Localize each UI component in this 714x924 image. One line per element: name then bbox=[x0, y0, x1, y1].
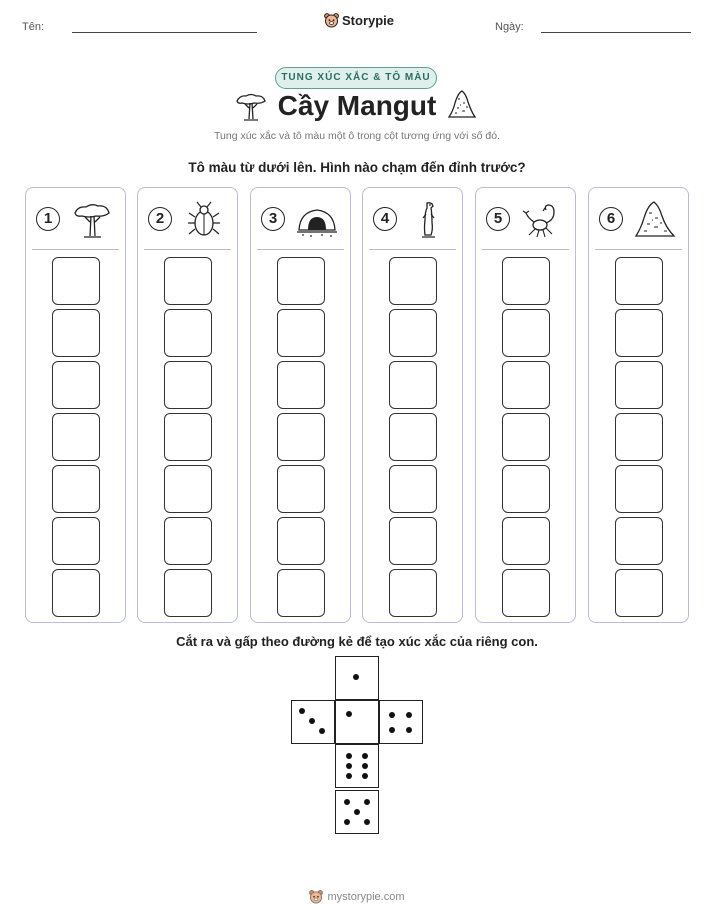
color-cell[interactable] bbox=[615, 309, 663, 357]
pip bbox=[389, 727, 395, 733]
color-cell[interactable] bbox=[615, 361, 663, 409]
color-cell[interactable] bbox=[615, 569, 663, 617]
pip bbox=[346, 773, 352, 779]
pip bbox=[344, 819, 350, 825]
pip bbox=[362, 773, 368, 779]
dice-face-center bbox=[335, 700, 379, 744]
color-cell[interactable] bbox=[502, 413, 550, 461]
color-cell[interactable] bbox=[52, 465, 100, 513]
color-cell[interactable] bbox=[52, 517, 100, 565]
color-cell[interactable] bbox=[502, 465, 550, 513]
storypie-bear-icon bbox=[324, 12, 339, 28]
column-divider bbox=[257, 249, 344, 250]
dice-face-top bbox=[335, 656, 379, 700]
column-number: 2 bbox=[148, 207, 172, 231]
beetle-icon bbox=[182, 200, 226, 240]
color-cell[interactable] bbox=[277, 361, 325, 409]
color-cell[interactable] bbox=[615, 517, 663, 565]
pip bbox=[346, 711, 352, 717]
pip bbox=[344, 799, 350, 805]
column-number: 3 bbox=[261, 207, 285, 231]
color-cell[interactable] bbox=[389, 517, 437, 565]
column-number: 1 bbox=[36, 207, 60, 231]
color-cell[interactable] bbox=[164, 569, 212, 617]
dice-face-left bbox=[291, 700, 335, 744]
name-label: Tên: bbox=[22, 21, 45, 33]
column-4 bbox=[362, 187, 463, 623]
color-cell[interactable] bbox=[277, 465, 325, 513]
pip bbox=[346, 763, 352, 769]
color-cell[interactable] bbox=[389, 569, 437, 617]
meerkat-icon bbox=[407, 200, 451, 240]
color-cell[interactable] bbox=[502, 257, 550, 305]
pip bbox=[406, 712, 412, 718]
pip bbox=[354, 809, 360, 815]
color-cell[interactable] bbox=[52, 257, 100, 305]
pip bbox=[389, 712, 395, 718]
pip bbox=[353, 674, 359, 680]
cut-instruction: Cắt ra và gấp theo đường kẻ để tạo xúc xắc của riêng con. bbox=[176, 634, 538, 649]
color-cell[interactable] bbox=[502, 309, 550, 357]
termite-mound-icon bbox=[633, 200, 677, 240]
dice-face-lower bbox=[335, 744, 379, 788]
tree-icon bbox=[70, 200, 114, 240]
subtitle: Tung xúc xắc và tô màu một ô trong cột tương ứng với số đó. bbox=[214, 130, 500, 142]
color-cell[interactable] bbox=[277, 413, 325, 461]
column-divider bbox=[482, 249, 569, 250]
footer bbox=[0, 889, 714, 904]
pip bbox=[346, 753, 352, 759]
color-cell[interactable] bbox=[52, 569, 100, 617]
color-cell[interactable] bbox=[389, 465, 437, 513]
color-cell[interactable] bbox=[164, 413, 212, 461]
pip bbox=[319, 728, 325, 734]
pip bbox=[309, 718, 315, 724]
color-cell[interactable] bbox=[52, 361, 100, 409]
color-cell[interactable] bbox=[164, 465, 212, 513]
color-cell[interactable] bbox=[502, 517, 550, 565]
color-cell[interactable] bbox=[277, 309, 325, 357]
column-number: 5 bbox=[486, 207, 510, 231]
termite-mound-icon bbox=[446, 89, 478, 121]
date-label: Ngày: bbox=[495, 21, 524, 33]
pip bbox=[362, 753, 368, 759]
column-1 bbox=[25, 187, 126, 623]
date-field-line[interactable] bbox=[541, 32, 691, 33]
dice-face-bottom bbox=[335, 790, 379, 834]
color-cell[interactable] bbox=[164, 361, 212, 409]
color-cell[interactable] bbox=[164, 257, 212, 305]
pip bbox=[406, 727, 412, 733]
scorpion-icon bbox=[520, 200, 564, 240]
pip bbox=[364, 819, 370, 825]
burrow-icon bbox=[295, 200, 339, 240]
column-3 bbox=[250, 187, 351, 623]
color-cell[interactable] bbox=[277, 257, 325, 305]
color-cell[interactable] bbox=[389, 413, 437, 461]
color-cell[interactable] bbox=[52, 309, 100, 357]
column-number: 4 bbox=[373, 207, 397, 231]
page-title: Cầy Mangut bbox=[277, 90, 437, 121]
color-cell[interactable] bbox=[615, 257, 663, 305]
color-cell[interactable] bbox=[615, 465, 663, 513]
dice-face-right bbox=[379, 700, 423, 744]
color-cell[interactable] bbox=[164, 309, 212, 357]
column-6 bbox=[588, 187, 689, 623]
color-cell[interactable] bbox=[164, 517, 212, 565]
instruction-text: Tô màu từ dưới lên. Hình nào chạm đến đỉnh trước? bbox=[188, 160, 526, 175]
color-cell[interactable] bbox=[277, 517, 325, 565]
brand-name: Storypie bbox=[342, 12, 395, 28]
color-cell[interactable] bbox=[615, 413, 663, 461]
color-cell[interactable] bbox=[502, 361, 550, 409]
column-divider bbox=[595, 249, 682, 250]
column-divider bbox=[144, 249, 231, 250]
brand-logo bbox=[324, 12, 394, 28]
column-divider bbox=[32, 249, 119, 250]
column-divider bbox=[369, 249, 456, 250]
column-number: 6 bbox=[599, 207, 623, 231]
name-field-line[interactable] bbox=[72, 32, 257, 33]
column-2 bbox=[137, 187, 238, 623]
pip bbox=[299, 708, 305, 714]
footer-url[interactable]: mystorypie.com bbox=[327, 890, 405, 903]
column-5 bbox=[475, 187, 576, 623]
pip bbox=[362, 763, 368, 769]
color-cell[interactable] bbox=[389, 257, 437, 305]
storypie-bear-icon bbox=[309, 889, 323, 904]
pip bbox=[364, 799, 370, 805]
color-cell[interactable] bbox=[52, 413, 100, 461]
color-cell[interactable] bbox=[389, 361, 437, 409]
activity-badge: TUNG XÚC XẮC & TÔ MÀU bbox=[275, 67, 437, 89]
color-cell[interactable] bbox=[502, 569, 550, 617]
color-cell[interactable] bbox=[389, 309, 437, 357]
color-cell[interactable] bbox=[277, 569, 325, 617]
